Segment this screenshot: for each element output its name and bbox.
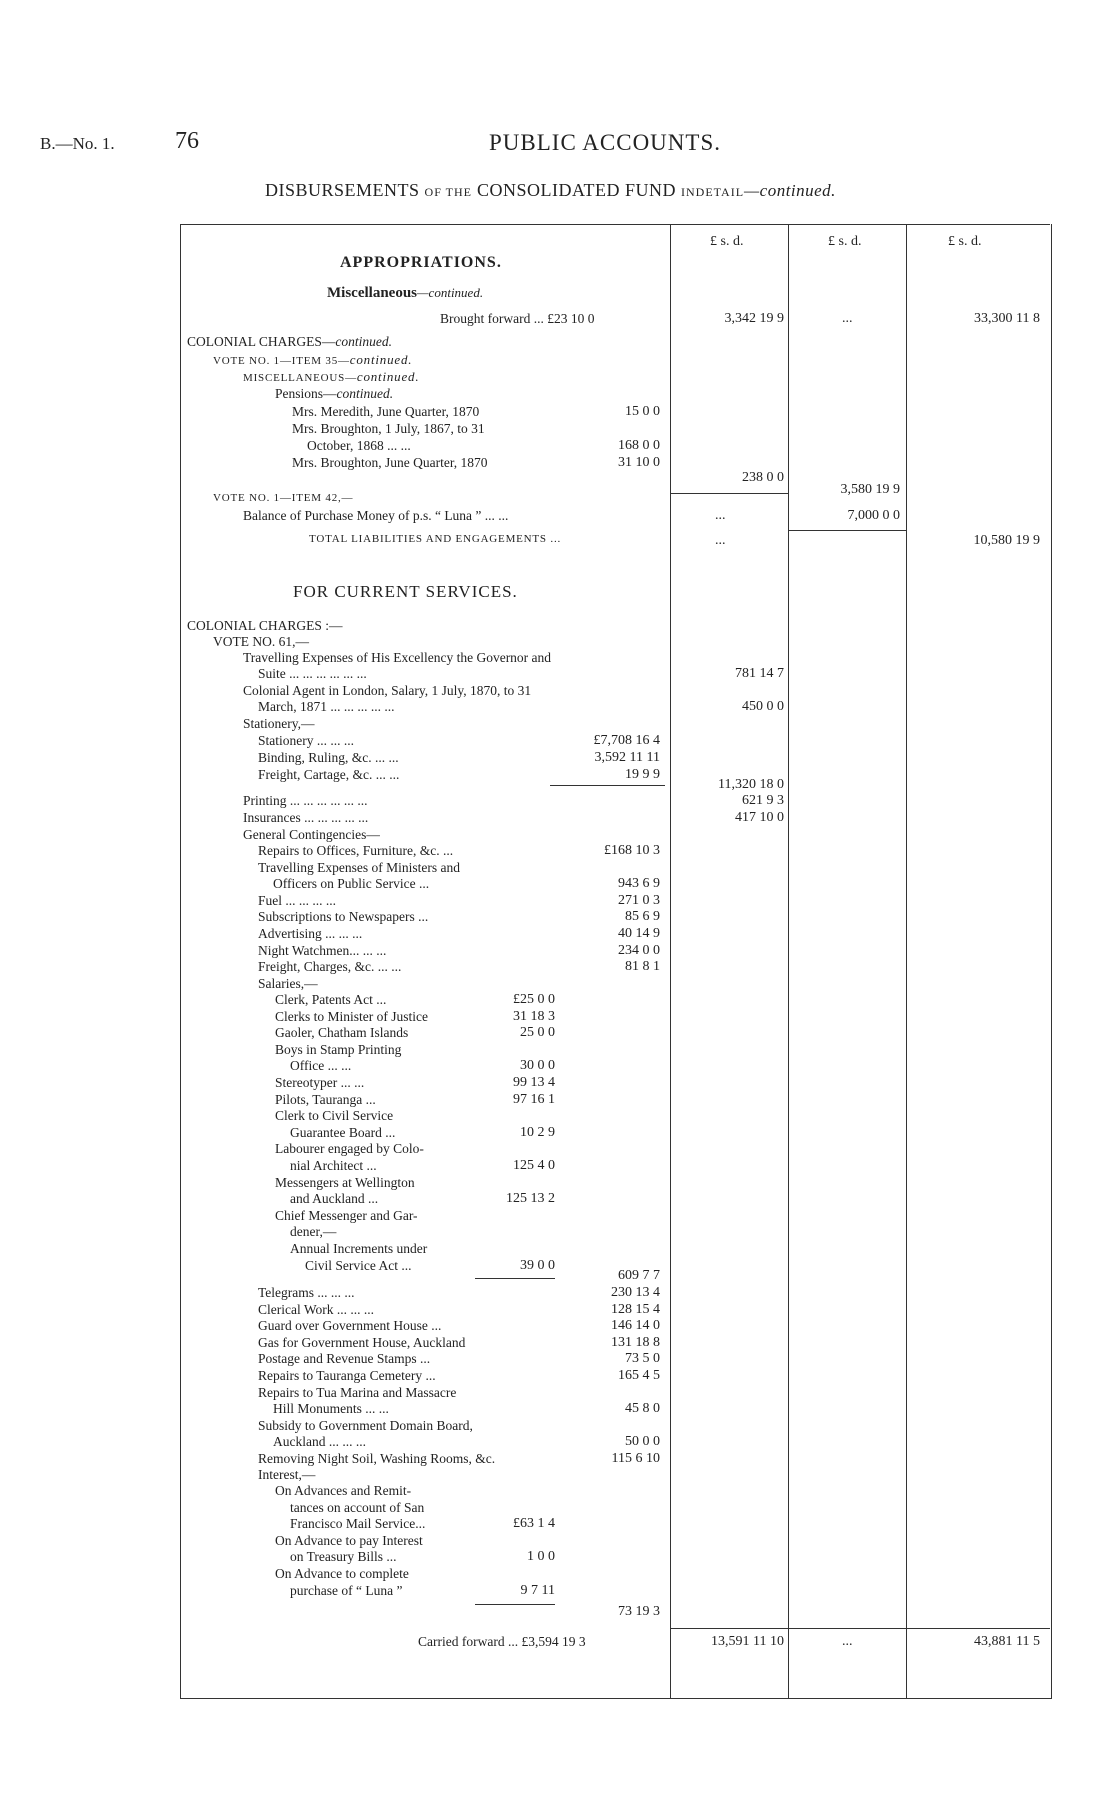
row-value: 234 0 0 [618, 942, 660, 958]
row-value: 9 7 11 [520, 1582, 555, 1598]
carried-forward-col1: 13,591 11 10 [711, 1634, 784, 1649]
row-value: 943 6 9 [618, 876, 660, 892]
luna-balance-label: Balance of Purchase Money of p.s. “ Luna ” ... ... [243, 508, 509, 523]
total-rule [670, 493, 788, 494]
document-reference: B.—No. 1. [40, 134, 115, 153]
total-liabilities-col1: ... [715, 533, 726, 548]
row-label: nial Architect ... [290, 1158, 377, 1173]
row-label: Stereotyper ... ... [275, 1075, 365, 1090]
row-label: Chief Messenger and Gar- [275, 1207, 418, 1223]
row-value: £7,708 16 4 [593, 733, 660, 748]
row-value: 39 0 0 [520, 1257, 555, 1273]
vote-42-heading: VOTE NO. 1—ITEM 42,— [213, 492, 354, 504]
stationery-heading: Stationery,— [243, 716, 315, 731]
row-value: 25 0 0 [520, 1025, 555, 1041]
row-label: Clerical Work ... ... ... [258, 1301, 375, 1317]
row-label: Clerk, Patents Act ... [275, 992, 387, 1007]
pension-row-value: 168 0 0 [618, 438, 660, 453]
row-value: 40 14 9 [618, 926, 660, 941]
row-label: On Advances and Remit- [275, 1483, 412, 1498]
row-value: 131 18 8 [611, 1334, 660, 1350]
subtitle-of-the: OF THE [424, 185, 472, 199]
row-value: 81 8 1 [625, 959, 660, 975]
column-divider [670, 224, 671, 1698]
subtotal-col2: 3,580 19 9 [840, 482, 900, 497]
row-label: Stationery ... ... ... [258, 733, 354, 748]
row-label: Repairs to Offices, Furniture, &c. ... [258, 843, 454, 858]
row-label: Travelling Expenses of Ministers and [258, 859, 460, 875]
vote-35-continued: continued. [349, 352, 413, 367]
row-value: 165 4 5 [618, 1368, 660, 1383]
insurances-label: Insurances ... ... ... ... ... [243, 810, 369, 825]
brought-forward-label: Brought forward ... £23 10 0 [440, 311, 595, 326]
row-label: Subscriptions to Newspapers ... [258, 909, 429, 925]
row-label: Hill Monuments ... ... [273, 1401, 389, 1417]
row-label: Binding, Ruling, &c. ... ... [258, 750, 399, 765]
row-label: Guarantee Board ... [290, 1124, 396, 1140]
vote-35-heading [213, 352, 412, 368]
row-label: Pilots, Tauranga ... [275, 1091, 376, 1107]
pensions-label: Pensions— [275, 386, 337, 401]
page-subtitle [265, 180, 836, 201]
total-liabilities-col3: 10,580 19 9 [973, 533, 1040, 548]
travel-label: Travelling Expenses of His Excellency the Governor and [243, 650, 552, 665]
row-label: purchase of “ Luna ” [290, 1582, 403, 1598]
row-label: Boys in Stamp Printing [275, 1041, 402, 1057]
row-label: Advertising ... ... ... [258, 926, 363, 941]
pensions-continued: continued. [336, 386, 394, 401]
row-label: Francisco Mail Service... [290, 1516, 426, 1532]
stationery-total: 11,320 18 0 [718, 777, 784, 792]
row-value: 115 6 10 [611, 1451, 660, 1466]
pension-row-label: Mrs. Broughton, June Quarter, 1870 [292, 455, 488, 470]
agent-label: March, 1871 ... ... ... ... ... [258, 699, 395, 714]
brought-forward-col2: ... [842, 311, 853, 326]
row-label: Annual Increments under [290, 1241, 428, 1256]
pension-row-label: October, 1868 ... ... [307, 438, 411, 453]
row-label: Gas for Government House, Auckland [258, 1334, 466, 1350]
total-rule [550, 785, 665, 786]
row-value: 125 4 0 [513, 1158, 555, 1173]
interest-heading: Interest,— [258, 1467, 316, 1482]
row-label: Office ... ... [290, 1058, 352, 1074]
total-rule [788, 530, 906, 531]
pensions-total: 238 0 0 [742, 470, 784, 485]
misc2-label: MISCELLANEOUS— [243, 372, 357, 384]
row-value: 1 0 0 [527, 1549, 555, 1565]
vote-61-heading: VOTE NO. 61,— [213, 634, 309, 649]
row-value: 97 16 1 [513, 1091, 555, 1107]
row-value: £168 10 3 [604, 843, 660, 858]
row-value: 99 13 4 [513, 1075, 555, 1090]
column-head-2: £ s. d. [828, 234, 862, 249]
salaries-total: 609 7 7 [618, 1268, 660, 1283]
colonial-continued: continued. [335, 334, 392, 349]
row-label: Repairs to Tauranga Cemetery ... [258, 1368, 436, 1383]
row-label: On Advance to complete [275, 1566, 409, 1581]
row-value: 31 18 3 [513, 1008, 555, 1024]
row-value: £63 1 4 [513, 1516, 555, 1532]
subsection-heading [327, 285, 483, 302]
row-label: Freight, Charges, &c. ... ... [258, 959, 402, 975]
row-label: tances on account of San [290, 1499, 425, 1515]
row-label: On Advance to pay Interest [275, 1532, 423, 1548]
row-label: Clerk to Civil Service [275, 1108, 394, 1124]
row-label: Subsidy to Government Domain Board, [258, 1417, 473, 1433]
subtitle-fund: CONSOLIDATED FUND [476, 180, 676, 200]
row-label: dener,— [290, 1224, 337, 1240]
pension-row-label: Mrs. Meredith, June Quarter, 1870 [292, 404, 480, 419]
printing-label: Printing ... ... ... ... ... ... [243, 793, 368, 808]
pension-row-value: 15 0 0 [625, 404, 660, 419]
row-label: Labourer engaged by Colo- [275, 1141, 424, 1157]
carried-forward-col3: 43,881 11 5 [974, 1634, 1040, 1649]
row-value: 3,592 11 11 [594, 750, 660, 765]
vote-35-label: VOTE NO. 1—ITEM 35— [213, 355, 350, 367]
total-liabilities-label: TOTAL LIABILITIES AND ENGAGEMENTS ... [309, 533, 562, 545]
column-head-3: £ s. d. [948, 234, 982, 249]
colonial-label: COLONIAL CHARGES— [187, 334, 336, 349]
subtitle-in: IN [681, 185, 696, 199]
luna-balance-col1: ... [715, 508, 726, 523]
row-label: Officers on Public Service ... [273, 876, 430, 892]
salaries-heading: Salaries,— [258, 976, 318, 991]
row-value: 128 15 4 [611, 1301, 660, 1317]
row-value: 230 13 4 [611, 1285, 660, 1300]
row-value: 50 0 0 [625, 1434, 660, 1450]
row-label: Gaoler, Chatham Islands [275, 1025, 409, 1041]
row-value: 10 2 9 [520, 1124, 555, 1140]
section-heading: APPROPRIATIONS. [340, 254, 502, 271]
luna-balance-col2: 7,000 0 0 [847, 508, 900, 523]
row-value: £25 0 0 [513, 992, 555, 1007]
row-label: Postage and Revenue Stamps ... [258, 1351, 431, 1367]
carried-forward-rule [670, 1628, 1050, 1629]
row-value: 85 6 9 [625, 909, 660, 925]
subtitle-detail: DETAIL [695, 185, 745, 199]
row-label: and Auckland ... [290, 1191, 379, 1207]
page-number: 76 [175, 128, 199, 154]
misc-label: Miscellaneous [327, 285, 417, 301]
row-label: Clerks to Minister of Justice [275, 1008, 428, 1024]
row-value: 146 14 0 [611, 1318, 660, 1334]
row-label: Civil Service Act ... [305, 1257, 412, 1273]
total-rule [475, 1278, 555, 1279]
carried-forward-col2: ... [842, 1634, 853, 1649]
agent-label: Colonial Agent in London, Salary, 1 July, 1870, to 31 [243, 683, 532, 698]
page-title: PUBLIC ACCOUNTS. [489, 130, 721, 155]
row-label: Removing Night Soil, Washing Rooms, &c. [258, 1451, 496, 1466]
misc2-continued: continued. [356, 369, 420, 384]
printing-value: 621 9 3 [742, 793, 784, 808]
pension-row-value: 31 10 0 [618, 455, 660, 470]
agent-value: 450 0 0 [742, 699, 784, 714]
row-label: on Treasury Bills ... [290, 1549, 397, 1565]
subtitle-continued: —continued. [744, 181, 836, 200]
brought-forward-col1: 3,342 19 9 [724, 311, 784, 326]
colonial-charges-heading [187, 334, 392, 350]
travel-value: 781 14 7 [735, 666, 784, 681]
section-heading: FOR CURRENT SERVICES. [293, 582, 518, 601]
row-label: Freight, Cartage, &c. ... ... [258, 767, 400, 782]
carried-forward-label: Carried forward ... £3,594 19 3 [418, 1634, 586, 1649]
row-value: 19 9 9 [625, 767, 660, 782]
insurances-value: 417 10 0 [735, 810, 784, 825]
column-divider [906, 224, 907, 1698]
row-label: Telegrams ... ... ... [258, 1285, 355, 1300]
row-value: 271 0 3 [618, 892, 660, 908]
row-value: 30 0 0 [520, 1058, 555, 1074]
subtitle-part: DISBURSEMENTS [265, 180, 420, 200]
pension-row-label: Mrs. Broughton, 1 July, 1867, to 31 [292, 421, 485, 436]
pensions-heading [275, 386, 393, 402]
travel-label: Suite ... ... ... ... ... ... [258, 666, 367, 681]
general-contingencies-heading: General Contingencies— [243, 827, 380, 842]
total-rule [475, 1604, 555, 1605]
colonial-charges-heading: COLONIAL CHARGES :— [187, 618, 343, 633]
column-head-1: £ s. d. [710, 234, 744, 249]
row-label: Night Watchmen... ... ... [258, 942, 387, 958]
row-label: Repairs to Tua Marina and Massacre [258, 1384, 457, 1400]
misc-heading [243, 369, 419, 385]
row-value: 73 5 0 [625, 1351, 660, 1367]
row-value: 45 8 0 [625, 1401, 660, 1417]
interest-total: 73 19 3 [618, 1604, 660, 1619]
row-value: 125 13 2 [506, 1191, 555, 1207]
row-label: Messengers at Wellington [275, 1174, 415, 1190]
row-label: Guard over Government House ... [258, 1318, 442, 1334]
row-label: Auckland ... ... ... [273, 1434, 366, 1450]
column-divider [788, 224, 789, 1698]
row-label: Fuel ... ... ... ... [258, 892, 337, 908]
brought-forward-col3: 33,300 11 8 [974, 311, 1040, 326]
misc-continued: —continued. [417, 285, 484, 300]
